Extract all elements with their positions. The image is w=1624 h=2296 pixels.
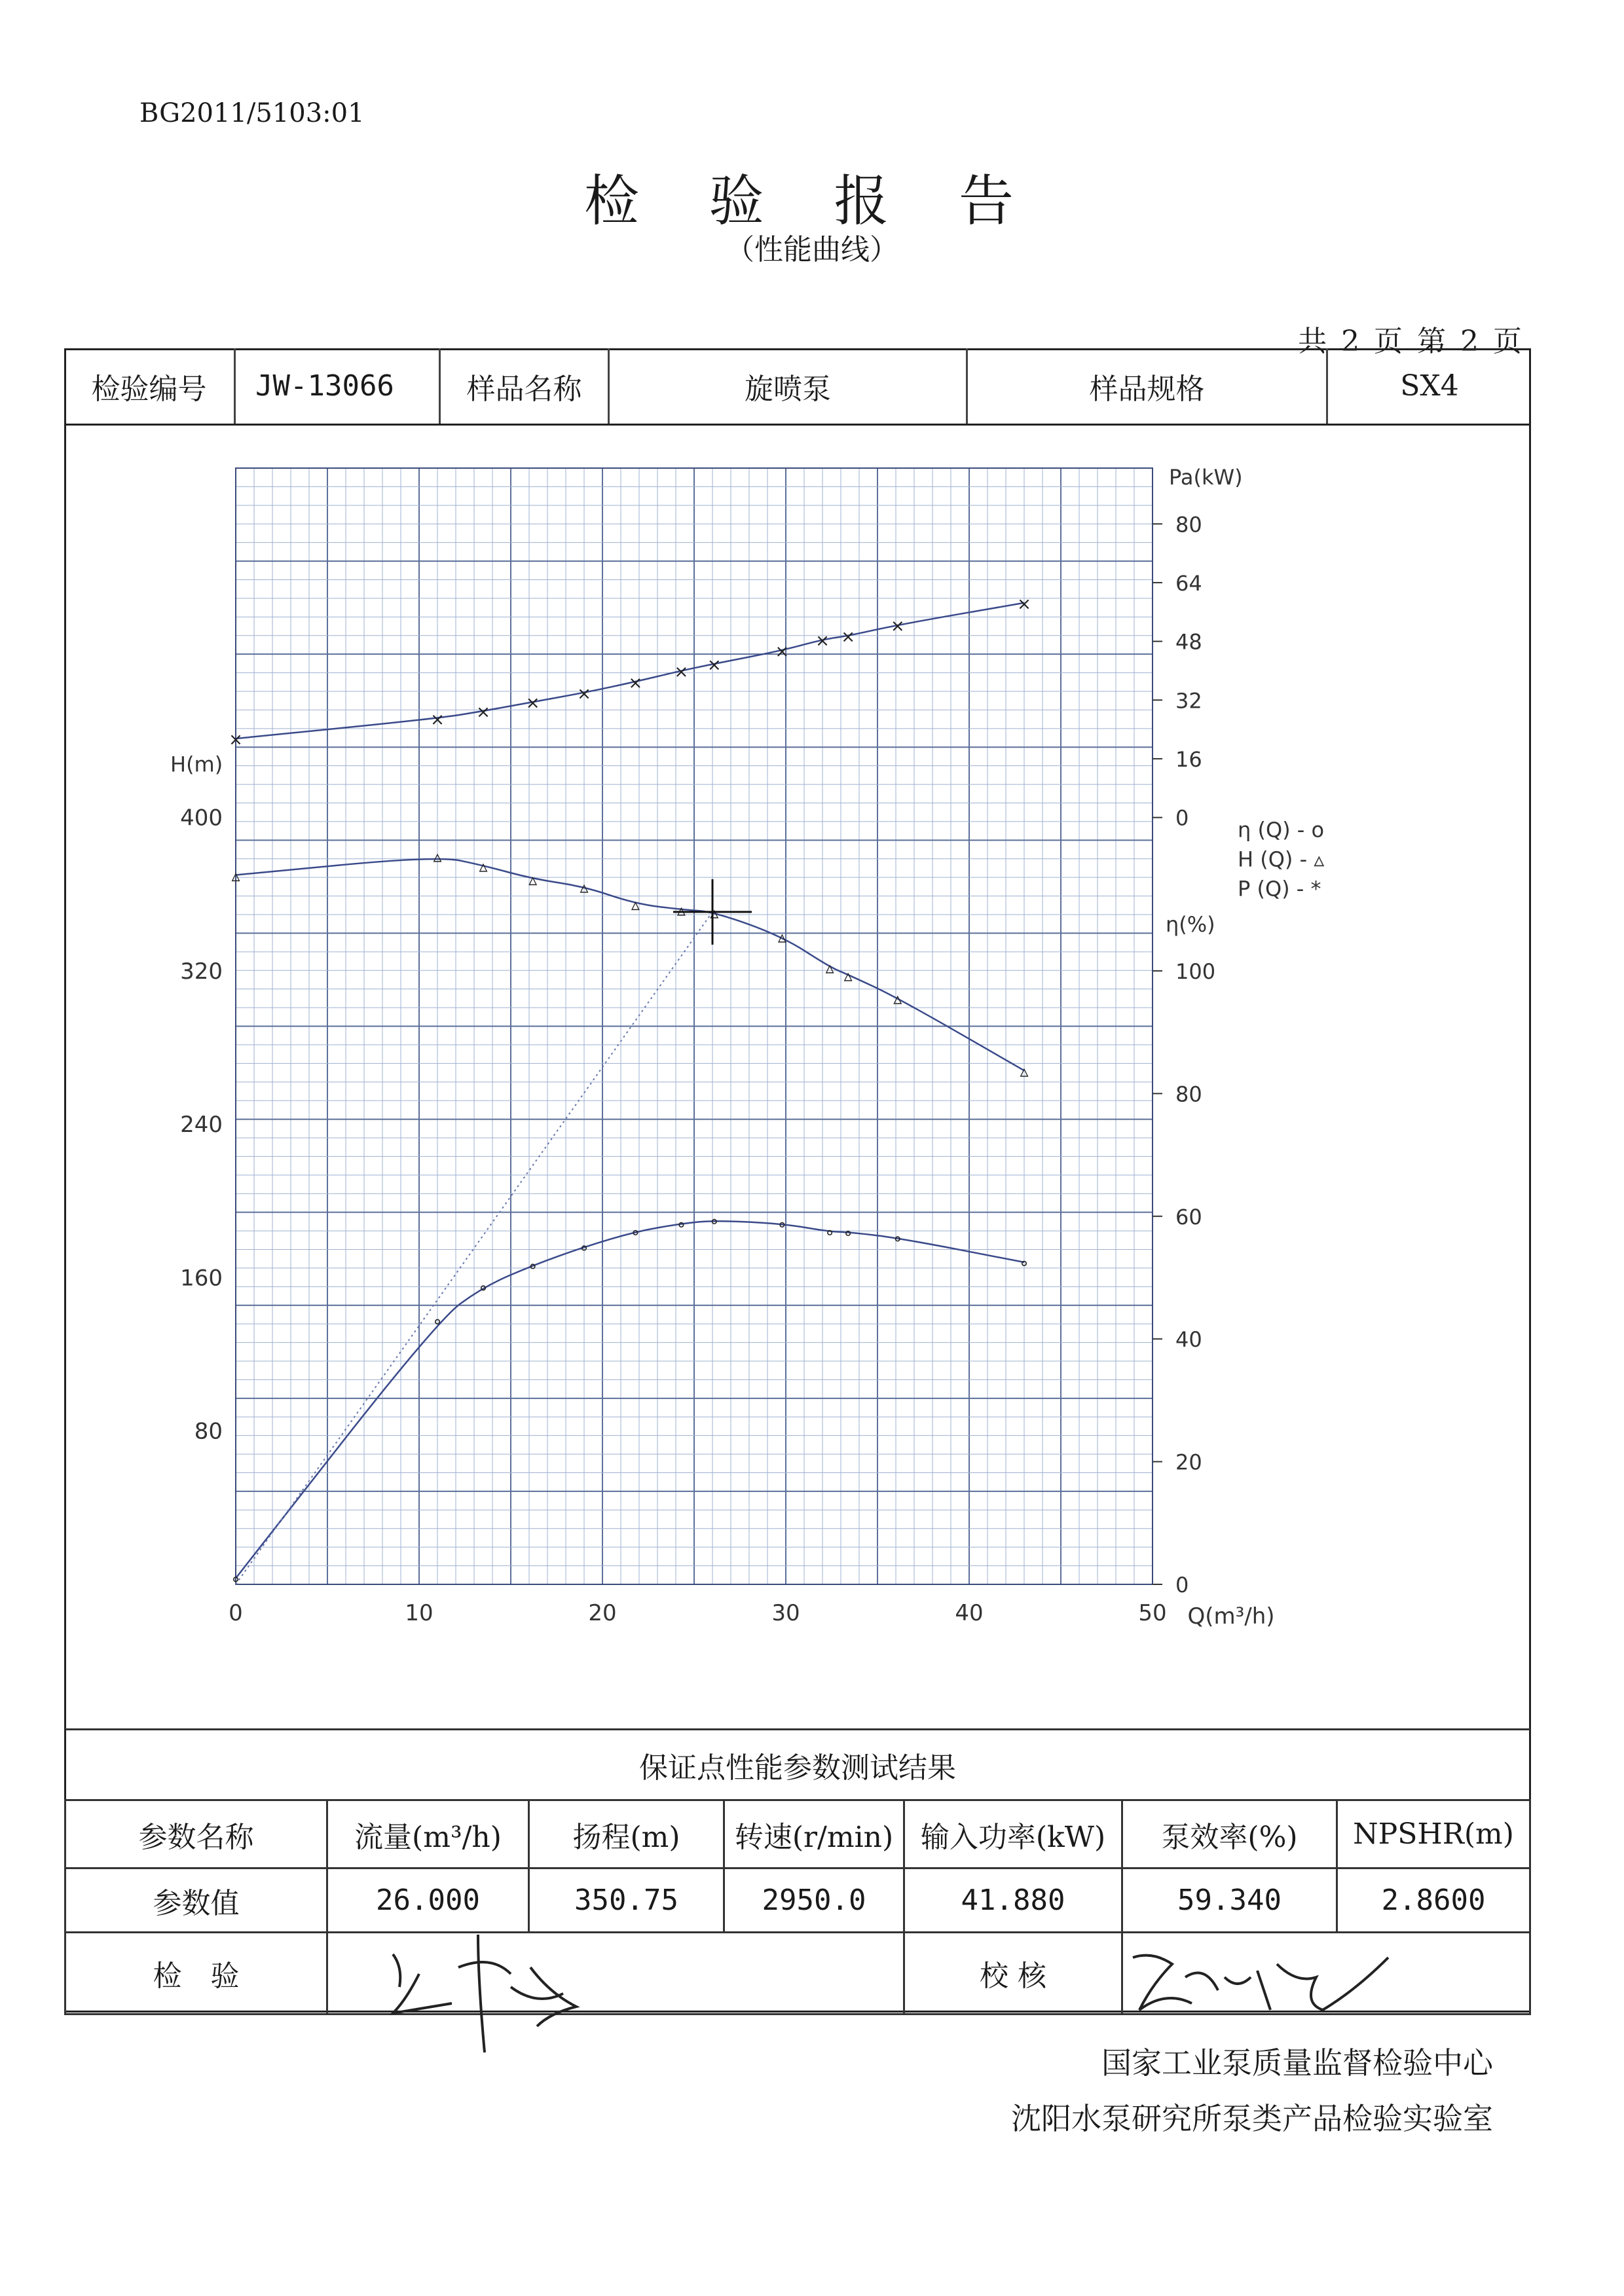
report-title: 检 验 报 告 <box>583 169 1041 233</box>
x-tick-label: 30 <box>771 1600 800 1626</box>
data-point-head: ▵ <box>777 928 786 948</box>
data-point-head: ▵ <box>528 870 538 890</box>
col-npshr: NPSHR(m) <box>1337 1800 1530 1868</box>
value-speed: 2950.0 <box>724 1868 904 1933</box>
param-name-label: 参数名称 <box>65 1800 327 1868</box>
chart-grid <box>236 468 1153 1584</box>
results-title: 保证点性能参数测试结果 <box>65 1730 1530 1800</box>
report-subtitle: （性能曲线） <box>726 233 898 266</box>
power-tick-label: 0 <box>1175 805 1189 831</box>
data-point-eff: ∘ <box>578 1238 590 1258</box>
document-code: BG2011/5103:01 <box>139 98 365 128</box>
x-tick-label: 0 <box>229 1600 243 1626</box>
power-tick-label: 48 <box>1175 629 1202 655</box>
data-point-power: × <box>525 693 540 714</box>
value-power: 41.880 <box>904 1868 1122 1933</box>
value-head: 350.75 <box>529 1868 724 1933</box>
x-tick-label: 20 <box>588 1600 617 1626</box>
sample-header-row <box>64 348 1531 426</box>
data-point-head: ▵ <box>1020 1062 1029 1082</box>
sample-name-value: 旋喷泵 <box>610 348 968 424</box>
data-point-eff: ∘ <box>477 1278 489 1298</box>
eff-tick-label: 40 <box>1175 1327 1202 1353</box>
data-point-power: × <box>628 673 643 693</box>
col-flow: 流量(m³/h) <box>327 1800 529 1868</box>
value-flow: 26.000 <box>327 1868 529 1933</box>
data-point-head: ▵ <box>631 895 640 915</box>
eff-axis-title: η(%) <box>1166 911 1215 937</box>
results-table <box>64 1728 1531 2015</box>
data-point-power: × <box>430 710 445 730</box>
page-info: 共 2 页 第 2 页 <box>1298 325 1524 358</box>
data-point-eff: ∘ <box>824 1223 836 1243</box>
data-point-eff: ∘ <box>1018 1254 1030 1274</box>
power-tick-label: 80 <box>1175 512 1202 538</box>
data-point-power: × <box>815 630 830 651</box>
data-point-power: × <box>577 684 591 704</box>
data-point-head: ▵ <box>676 901 686 921</box>
col-head: 扬程(m) <box>529 1800 724 1868</box>
param-value-label: 参数值 <box>65 1868 327 1933</box>
data-point-head: ▵ <box>580 878 589 898</box>
data-point-eff: ∘ <box>777 1215 788 1235</box>
value-npshr: 2.8600 <box>1337 1868 1530 1933</box>
footer-org-1: 国家工业泵质量监督检验中心 <box>1101 2045 1493 2081</box>
data-point-head: ▵ <box>843 966 853 986</box>
data-point-head: ▵ <box>893 989 902 1009</box>
eff-tick-label: 80 <box>1175 1082 1202 1107</box>
data-point-head: ▵ <box>433 847 442 867</box>
x-tick-label: 40 <box>955 1600 984 1626</box>
data-point-eff: ∘ <box>843 1224 854 1244</box>
data-point-power: × <box>229 730 243 750</box>
data-point-head: ▵ <box>479 856 488 877</box>
series-line-power <box>236 603 1024 738</box>
chart-curves <box>229 594 1031 1590</box>
data-point-eff: ∘ <box>630 1223 641 1243</box>
data-point-power: × <box>775 642 790 662</box>
legend-entry: P (Q) - * <box>1238 876 1321 902</box>
x-tick-label: 10 <box>405 1600 434 1626</box>
power-tick-label: 16 <box>1175 746 1202 772</box>
series-line-eff <box>236 1221 1024 1578</box>
results-table-block <box>64 1728 1531 2013</box>
head-tick-label: 320 <box>180 958 223 985</box>
chart-labels <box>170 465 1324 1630</box>
data-point-power: × <box>841 627 856 647</box>
data-point-power: × <box>890 616 905 636</box>
eff-tick-label: 0 <box>1175 1573 1189 1597</box>
data-point-eff: ∘ <box>892 1229 903 1249</box>
data-point-power: × <box>1017 594 1031 614</box>
col-speed: 转速(r/min) <box>724 1800 904 1868</box>
eff-tick-label: 20 <box>1175 1449 1202 1475</box>
value-efficiency: 59.340 <box>1122 1868 1337 1933</box>
head-tick-label: 240 <box>180 1112 223 1139</box>
inspector-signature-cell <box>327 1933 904 2014</box>
inspection-id-label: 检验编号 <box>64 348 236 424</box>
data-point-eff: ∘ <box>527 1256 538 1277</box>
footer-org-2: 沈阳水泵研究所泵类产品检验实验室 <box>1011 2101 1493 2136</box>
power-tick-label: 64 <box>1175 570 1202 596</box>
performance-curve-chart <box>151 445 1395 1656</box>
col-power: 输入功率(kW) <box>904 1800 1122 1868</box>
head-axis-title: H(m) <box>170 752 223 777</box>
reviewer-signature-cell <box>1122 1933 1530 2014</box>
data-point-head: ▵ <box>231 866 240 886</box>
power-tick-label: 32 <box>1175 688 1202 714</box>
legend-entry: η (Q) - o <box>1238 817 1325 843</box>
head-tick-label: 80 <box>194 1418 223 1445</box>
x-axis-title: Q(m³/h) <box>1187 1603 1275 1630</box>
data-point-power: × <box>707 655 722 675</box>
data-point-head: ▵ <box>825 958 834 979</box>
legend-entry: H (Q) - ▵ <box>1238 847 1325 872</box>
data-point-head: ▵ <box>710 903 719 923</box>
eff-tick-label: 100 <box>1175 958 1216 984</box>
data-point-power: × <box>476 702 490 723</box>
sample-name-label: 样品名称 <box>441 348 610 424</box>
head-tick-label: 160 <box>180 1265 223 1292</box>
inspection-id-value: JW-13066 <box>236 348 441 424</box>
sample-spec-value: SX4 <box>1400 369 1459 403</box>
power-axis-title: Pa(kW) <box>1169 465 1243 490</box>
data-point-eff: ∘ <box>709 1211 720 1231</box>
col-efficiency: 泵效率(%) <box>1122 1800 1337 1868</box>
series-line-head <box>236 856 1024 1070</box>
reviewer-label: 校 核 <box>904 1933 1122 2014</box>
x-tick-label: 50 <box>1138 1600 1167 1626</box>
data-point-eff: ∘ <box>432 1312 443 1332</box>
data-point-eff: ∘ <box>230 1569 242 1590</box>
inspector-label: 检 验 <box>65 1933 327 2014</box>
head-tick-label: 400 <box>180 805 223 831</box>
data-point-eff: ∘ <box>676 1215 687 1235</box>
data-point-power: × <box>674 662 689 682</box>
sample-spec-label: 样品规格 <box>968 348 1328 424</box>
eff-tick-label: 60 <box>1175 1204 1202 1230</box>
